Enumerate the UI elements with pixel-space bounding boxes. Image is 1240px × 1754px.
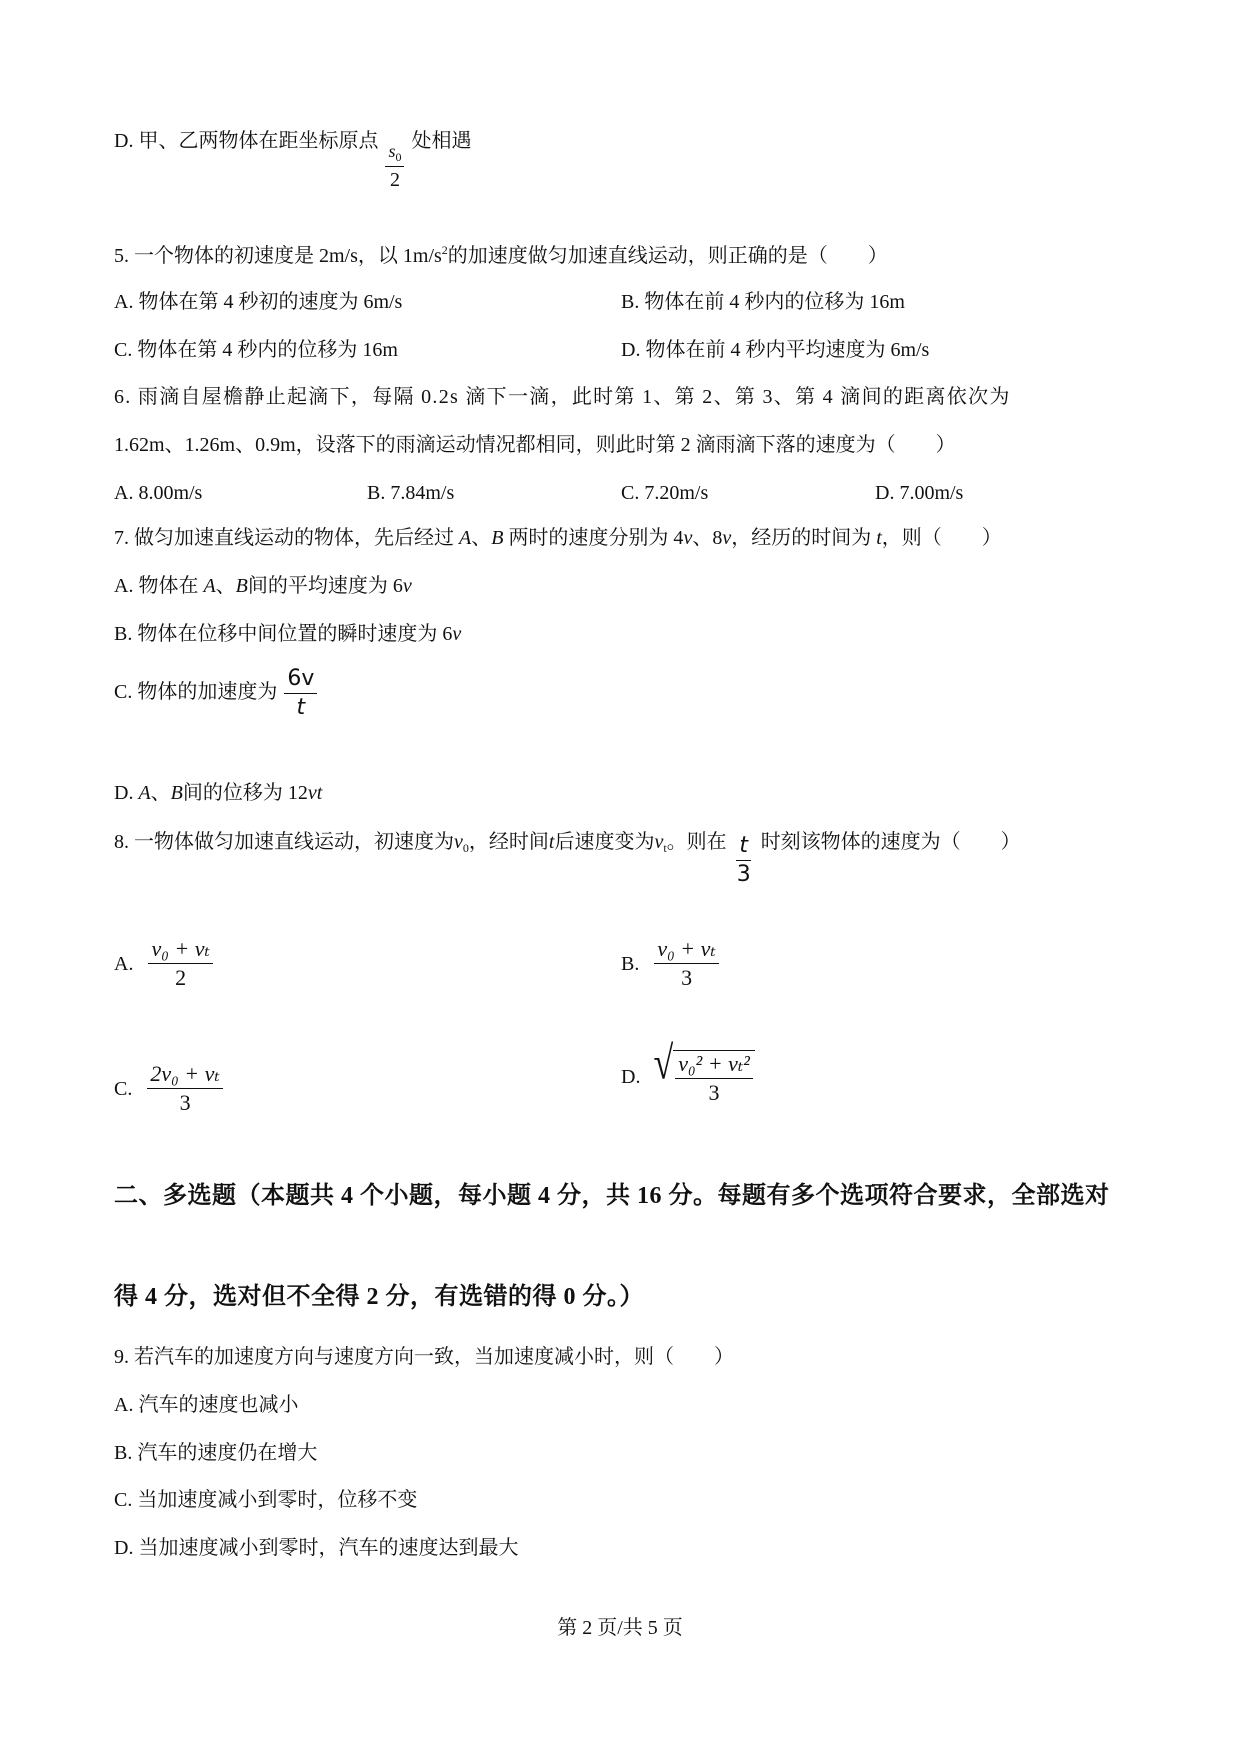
fraction-t-over-3: $\frac{t}{3}$ (736, 833, 751, 887)
q4-option-d-suffix: 处相遇 (411, 130, 472, 152)
q9-option-a: A. 汽车的速度也减小 (114, 1394, 299, 1416)
radical-sign-icon: √ (653, 1036, 674, 1089)
q5-option-b: B. 物体在前 4 秒内的位移为 16m (621, 291, 905, 313)
q9-option-b: B. 汽车的速度仍在增大 (114, 1442, 318, 1464)
q8-option-c: C. $\frac{\text{2v₀ + vₜ}}{3}$ (114, 1063, 225, 1114)
fraction-option-a: $\frac{\text{v₀ + vₜ}}{2}$ (148, 938, 212, 989)
q7-stem: 7. 做匀加速直线运动的物体，先后经过 A、B 两时的速度分别为 4v、8v，经历的时间为 t，则（ ） (114, 527, 1002, 549)
q8-option-d: D. √ $\frac{\text{v₀² + vₜ²}}{3}$ (621, 1050, 755, 1104)
q9-option-c: C. 当加速度减小到零时，位移不变 (114, 1489, 418, 1511)
q8-option-a: A. $\frac{\text{v₀ + vₜ}}{2}$ (114, 938, 215, 989)
q6-option-b: B. 7.84m/s (367, 482, 455, 504)
q5-stem: 5. 一个物体的初速度是 2m/s，以 $1m/s^2$的加速度做匀加速直线运动，则正确的是（ ） (114, 243, 888, 267)
section-2-heading-line1: 二、多选题（本题共 4 个小题，每小题 4 分，共 16 分。每题有多个选项符合要求，全部选对 (114, 1183, 1110, 1209)
fraction-option-c: $\frac{\text{2v₀ + vₜ}}{3}$ (147, 1063, 222, 1114)
page-number-footer: 第 2 页/共 5 页 (557, 1617, 683, 1639)
fraction-s0-over-2: $\frac{s_0}{2}$ (385, 142, 404, 190)
q5-option-d: D. 物体在前 4 秒内平均速度为 6m/s (621, 339, 930, 361)
q6-option-d: D. 7.00m/s (875, 482, 964, 504)
fraction-6v-over-t: $\frac{6v}{t}$ (284, 668, 317, 719)
q8-option-b: B. $\frac{\text{v₀ + vₜ}}{3}$ (621, 938, 721, 989)
q9-option-d: D. 当加速度减小到零时，汽车的速度达到最大 (114, 1537, 519, 1559)
q7-option-b: B. 物体在位移中间位置的瞬时速度为 6v (114, 623, 462, 645)
q7-option-c: C. 物体的加速度为 $\frac{6v}{t}$ (114, 668, 319, 719)
q6-option-c: C. 7.20m/s (621, 482, 709, 504)
q5-option-a: A. 物体在第 4 秒初的速度为 6m/s (114, 291, 403, 313)
q7-option-d: D. A、B间的位移为 12vt (114, 782, 323, 804)
q6-stem-line2: 1.62m、1.26m、0.9m，设落下的雨滴运动情况都相同，则此时第 2 滴雨滴下落的速度为（ ） (114, 434, 956, 456)
square-root-option-d: √ $\frac{\text{v₀² + vₜ²}}{3}$ (653, 1050, 754, 1104)
q4-option-d-prefix: D. 甲、乙两物体在距坐标原点 (114, 130, 379, 152)
q9-stem: 9. 若汽车的加速度方向与速度方向一致，当加速度减小时，则（ ） (114, 1346, 734, 1368)
fraction-option-b: $\frac{\text{v₀ + vₜ}}{3}$ (654, 938, 718, 989)
q5-option-c: C. 物体在第 4 秒内的位移为 16m (114, 339, 398, 361)
q7-option-a: A. 物体在 A、B间的平均速度为 6v (114, 575, 412, 597)
q4-option-d (114, 131, 471, 190)
q8-stem: 8. 一物体做匀加速直线运动，初速度为$v_0$，经时间t后速度变为$v_t$。则在 $\frac{t}{3}$ 时刻该物体的速度为（ ） (114, 831, 1021, 887)
q6-option-a: A. 8.00m/s (114, 482, 203, 504)
section-2-heading-line2: 得 4 分，选对但不全得 2 分，有选错的得 0 分。） (114, 1284, 644, 1310)
q6-stem-line1: 6. 雨滴自屋檐静止起滴下，每隔 0.2s 滴下一滴，此时第 1、第 2、第 3、第 4 滴间的距离依次为 (114, 386, 1011, 408)
